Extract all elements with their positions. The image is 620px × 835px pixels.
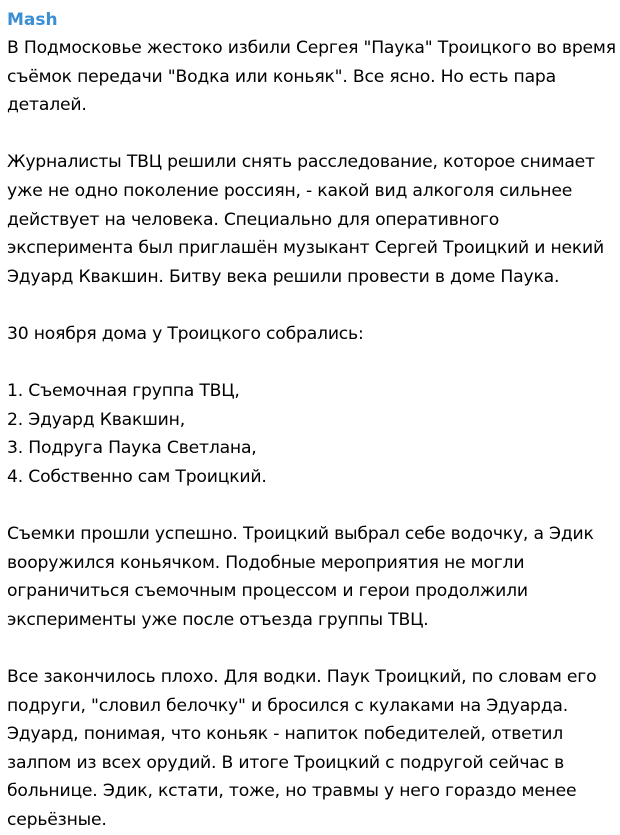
- paragraph-1: В Подмосковье жестоко избили Сергея "Паука" Троицкого во время съёмок передачи "Водка или коньяк". Все ясно. Но есть пара деталей.: [7, 38, 616, 116]
- paragraph-gap: [7, 349, 616, 378]
- paragraph-gap: [7, 492, 616, 521]
- paragraph-gap: [7, 634, 616, 663]
- paragraph-gap: [7, 120, 616, 149]
- channel-name[interactable]: Mash: [7, 10, 58, 30]
- message-text: [7, 34, 616, 835]
- list-item: 4. Собственно сам Троицкий.: [7, 466, 267, 487]
- list-item: 3. Подруга Паука Светлана,: [7, 438, 257, 459]
- participant-list: [7, 377, 616, 491]
- paragraph-3: 30 ноября дома у Троицкого собрались:: [7, 323, 364, 344]
- paragraph-2: Журналисты ТВЦ решили снять расследование, которое снимает уже не одно поколение россиян, - какой вид алкоголя сильнее действует на человека. Специально для оперативного эксперимента был приглашён музыкант Сергей Троицкий и некий Эдуард Квакшин. Битву века решили провести в доме Паука.: [7, 152, 604, 287]
- paragraph-5: Все закончилось плохо. Для водки. Паук Троицкий, по словам его подруги, "словил белочку" и бросился с кулаками на Эдуарда. Эдуард, понимая, что коньяк - напиток победителей, ответил залпом из всех орудий. В итоге Троицкий с подругой сейчас в больнице. Эдик, кстати, тоже, но травмы у него гораздо менее серьёзные.: [7, 667, 597, 831]
- list-item: 2. Эдуард Квакшин,: [7, 409, 185, 430]
- list-item: 1. Съемочная группа ТВЦ,: [7, 381, 240, 402]
- paragraph-gap: [7, 291, 616, 320]
- paragraph-4: Съемки прошли успешно. Троицкий выбрал себе водочку, а Эдик вооружился коньячком. Подобные мероприятия не могли ограничиться съемочным процессом и герои продолжили эксперименты уже после отъезда группы ТВЦ.: [7, 524, 594, 630]
